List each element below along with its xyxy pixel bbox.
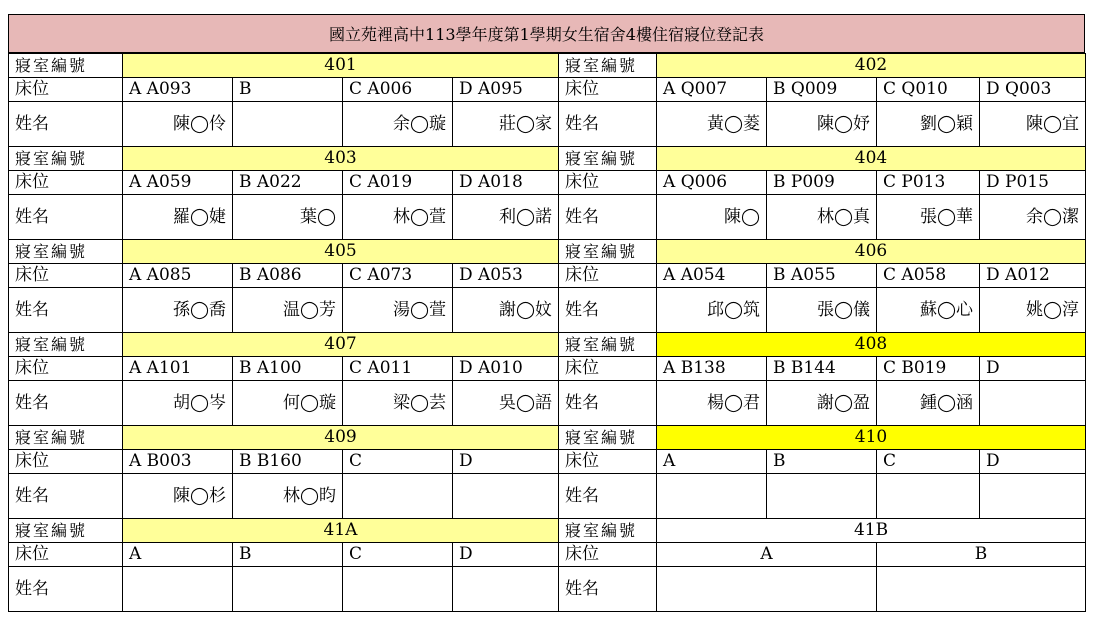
resident-name-cell [767,474,877,519]
name-label: 姓名 [559,195,657,240]
resident-name-cell: 張◯華 [877,195,980,240]
resident-name-cell: 陳◯伶 [123,102,233,147]
bed-label: 床位 [559,543,657,567]
room-number: 41B [657,519,1086,543]
resident-name-cell [453,474,559,519]
bed-row [9,264,1086,288]
resident-name-cell: 吳◯語 [453,381,559,426]
bed-cell: B [233,78,343,102]
bed-cell: C A019 [343,171,453,195]
bed-cell: C B019 [877,357,980,381]
resident-name-cell [980,381,1086,426]
resident-name-cell: 余◯璇 [343,102,453,147]
room-number: 404 [657,147,1086,171]
resident-name-cell: 謝◯盈 [767,381,877,426]
bed-cell: A [657,543,877,567]
resident-name-cell [233,567,343,612]
bed-row [9,450,1086,474]
name-label: 姓名 [9,195,123,240]
name-label: 姓名 [559,102,657,147]
bed-cell: B P009 [767,171,877,195]
bed-cell: D [453,543,559,567]
bed-label: 床位 [9,450,123,474]
resident-name-cell: 林◯昀 [233,474,343,519]
room-number: 403 [123,147,559,171]
resident-name-cell [343,474,453,519]
name-label: 姓名 [559,381,657,426]
name-row [9,102,1086,147]
name-label: 姓名 [9,567,123,612]
room-number: 401 [123,54,559,78]
resident-name-cell [877,474,980,519]
resident-name-cell: 何◯璇 [233,381,343,426]
room-header-row [9,333,1086,357]
bed-row [9,357,1086,381]
bed-cell: D A012 [980,264,1086,288]
bed-label: 床位 [559,450,657,474]
bed-label: 床位 [559,78,657,102]
bed-row [9,171,1086,195]
resident-name-cell [233,102,343,147]
bed-cell: C Q010 [877,78,980,102]
resident-name-cell: 張◯儀 [767,288,877,333]
room-label: 寢室編號 [9,240,123,264]
resident-name-cell: 羅◯婕 [123,195,233,240]
bed-label: 床位 [9,78,123,102]
bed-cell: C [343,543,453,567]
bed-label: 床位 [9,264,123,288]
resident-name-cell: 胡◯岑 [123,381,233,426]
bed-label: 床位 [559,357,657,381]
room-number: 408 [657,333,1086,357]
room-label: 寢室編號 [559,54,657,78]
room-number: 402 [657,54,1086,78]
room-label: 寢室編號 [9,147,123,171]
resident-name-cell [657,567,877,612]
room-label: 寢室編號 [9,333,123,357]
bed-cell: D [453,450,559,474]
room-label: 寢室編號 [9,519,123,543]
resident-name-cell: 余◯潔 [980,195,1086,240]
room-grid [8,53,1086,612]
name-label: 姓名 [9,381,123,426]
resident-name-cell [980,474,1086,519]
bed-label: 床位 [559,171,657,195]
room-label: 寢室編號 [559,426,657,450]
room-header-row [9,147,1086,171]
room-number: 410 [657,426,1086,450]
bed-label: 床位 [9,171,123,195]
name-label: 姓名 [559,567,657,612]
bed-label: 床位 [9,543,123,567]
room-header-row [9,426,1086,450]
bed-cell: A A093 [123,78,233,102]
bed-cell: A A085 [123,264,233,288]
name-row [9,195,1086,240]
room-header-row [9,240,1086,264]
bed-cell: D [980,357,1086,381]
bed-cell: B A022 [233,171,343,195]
name-row [9,567,1086,612]
resident-name-cell [877,567,1086,612]
resident-name-cell: 陳◯杉 [123,474,233,519]
bed-label: 床位 [9,357,123,381]
bed-label: 床位 [559,264,657,288]
bed-cell: A Q007 [657,78,767,102]
room-header-row [9,54,1086,78]
bed-cell: C [343,450,453,474]
room-header-row [9,519,1086,543]
resident-name-cell: 林◯萱 [343,195,453,240]
resident-name-cell: 湯◯萱 [343,288,453,333]
room-label: 寢室編號 [559,519,657,543]
name-label: 姓名 [559,288,657,333]
resident-name-cell: 陳◯妤 [767,102,877,147]
name-label: 姓名 [9,288,123,333]
bed-cell: B A086 [233,264,343,288]
bed-cell: B B160 [233,450,343,474]
resident-name-cell: 陳◯宜 [980,102,1086,147]
resident-name-cell: 陳◯ [657,195,767,240]
bed-cell: A [657,450,767,474]
room-number: 407 [123,333,559,357]
resident-name-cell: 温◯芳 [233,288,343,333]
resident-name-cell: 利◯諾 [453,195,559,240]
resident-name-cell [343,567,453,612]
bed-cell: A Q006 [657,171,767,195]
resident-name-cell: 莊◯家 [453,102,559,147]
resident-name-cell: 梁◯芸 [343,381,453,426]
resident-name-cell [123,567,233,612]
bed-cell: D Q003 [980,78,1086,102]
bed-row [9,543,1086,567]
bed-cell: A A101 [123,357,233,381]
name-row [9,288,1086,333]
room-number: 406 [657,240,1086,264]
name-label: 姓名 [9,102,123,147]
bed-cell: A A059 [123,171,233,195]
bed-cell: D A010 [453,357,559,381]
bed-cell: C A073 [343,264,453,288]
resident-name-cell: 邱◯筑 [657,288,767,333]
bed-cell: B A100 [233,357,343,381]
resident-name-cell [657,474,767,519]
bed-cell: C [877,450,980,474]
room-label: 寢室編號 [559,147,657,171]
resident-name-cell: 楊◯君 [657,381,767,426]
room-label: 寢室編號 [559,333,657,357]
resident-name-cell: 謝◯妏 [453,288,559,333]
bed-row [9,78,1086,102]
room-number: 41A [123,519,559,543]
resident-name-cell: 鍾◯涵 [877,381,980,426]
bed-cell: D A018 [453,171,559,195]
room-label: 寢室編號 [559,240,657,264]
name-row [9,474,1086,519]
room-number: 405 [123,240,559,264]
bed-cell: A B003 [123,450,233,474]
bed-cell: C A006 [343,78,453,102]
bed-cell: D A095 [453,78,559,102]
bed-cell: B [233,543,343,567]
bed-cell: B A055 [767,264,877,288]
bed-cell: C A058 [877,264,980,288]
room-label: 寢室編號 [9,426,123,450]
room-number: 409 [123,426,559,450]
bed-cell: B [767,450,877,474]
resident-name-cell: 蘇◯心 [877,288,980,333]
bed-cell: B Q009 [767,78,877,102]
resident-name-cell: 姚◯淳 [980,288,1086,333]
resident-name-cell: 林◯真 [767,195,877,240]
resident-name-cell [453,567,559,612]
bed-cell: C A011 [343,357,453,381]
bed-cell: A A054 [657,264,767,288]
bed-cell: D P015 [980,171,1086,195]
name-label: 姓名 [559,474,657,519]
resident-name-cell: 葉◯ [233,195,343,240]
room-label: 寢室編號 [9,54,123,78]
bed-cell: D A053 [453,264,559,288]
bed-cell: A B138 [657,357,767,381]
bed-cell: B [877,543,1086,567]
resident-name-cell: 黃◯菱 [657,102,767,147]
name-label: 姓名 [9,474,123,519]
resident-name-cell: 劉◯穎 [877,102,980,147]
sheet-title: 國立苑裡高中113學年度第1學期女生宿舍4樓住宿寢位登記表 [8,14,1085,53]
bed-cell: D [980,450,1086,474]
bed-cell: C P013 [877,171,980,195]
bed-cell: A [123,543,233,567]
resident-name-cell: 孫◯喬 [123,288,233,333]
room-grid-body [9,54,1086,612]
bed-cell: B B144 [767,357,877,381]
name-row [9,381,1086,426]
